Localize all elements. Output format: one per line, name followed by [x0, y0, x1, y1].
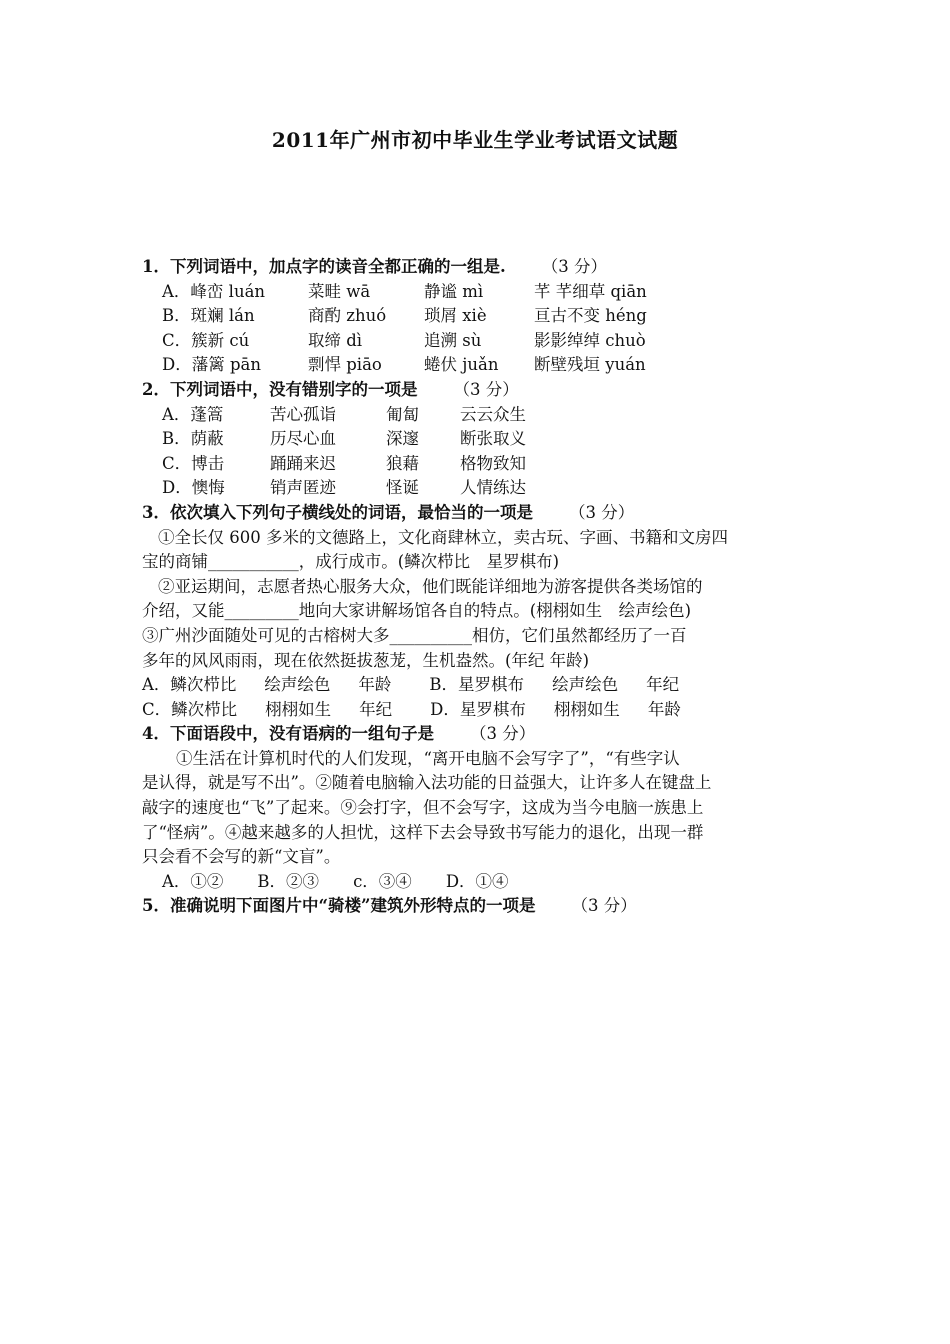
option-cell: 剽悍 piāo	[308, 355, 382, 375]
option-cell: 历尽心血	[270, 429, 336, 449]
option-cell: 苦心孤诣	[270, 404, 336, 424]
question-2-option-c	[142, 452, 817, 477]
question-4-text-line: 是认得，就是写不出”。②随着电脑输入法功能的日益强大，让许多人在键盘上	[142, 773, 712, 793]
page-title: 2011年广州市初中毕业生学业考试语文试题	[271, 128, 679, 152]
option-cell: A．峰峦 luán	[162, 281, 266, 301]
option-cell: 蜷伏 juǎn	[424, 355, 499, 375]
question-3-text-line: ②亚运期间，志愿者热心服务大众，他们既能详细地为游客提供各类场馆的	[158, 576, 703, 596]
option-cell: 年纪	[359, 699, 393, 719]
option-cell: A．鳞次栉比	[142, 675, 237, 695]
question-2-option-d	[142, 476, 817, 501]
question-stem-text: 1．下列词语中，加点字的读音全都正确的一组是	[142, 257, 500, 276]
option-cell: 影影绰绰 chuò	[534, 330, 646, 350]
option-cell: B．星罗棋布	[429, 675, 525, 695]
option-cell: D．藩篱 pān	[162, 355, 261, 375]
option-cell: 断张取义	[460, 429, 526, 449]
question-3-text-line: 宝的商铺___________，成行成市。(鳞次栉比 星罗棋布)	[142, 552, 560, 572]
option-cell: 年纪	[646, 675, 680, 695]
question-4-stem	[142, 722, 817, 747]
option-cell: 断壁残垣 yuán	[534, 355, 646, 375]
option-cell: 取缔 dì	[308, 330, 363, 350]
question-list	[142, 255, 817, 919]
question-stem-text: 2．下列词语中，没有错别字的一项是	[142, 379, 418, 399]
option-cell: 格物致知	[460, 453, 526, 473]
option-cell: D．①④	[445, 871, 509, 891]
question-3-text-line: ①全长仅 600 多米的文德路上，文化商肆林立，卖古玩、字画、书籍和文房四	[158, 527, 728, 547]
option-cell: C．博击	[162, 453, 225, 473]
question-score: （3 分）	[541, 257, 607, 276]
question-4-text-line: 敲字的速度也“飞”了起来。⑨会打字，但不会写字，这成为当今电脑一族患上	[142, 798, 704, 818]
question-stem-text: 4．下面语段中，没有语病的一组句子是	[142, 724, 434, 744]
option-cell: 栩栩如生	[553, 699, 620, 719]
question-2-option-b	[142, 427, 817, 452]
option-cell: C．鳞次栉比	[142, 699, 238, 719]
question-3-text-line: 介绍，又能_________地向大家讲解场馆各自的特点。(栩栩如生 绘声绘色)	[142, 601, 692, 621]
option-cell: 年龄	[358, 675, 392, 695]
option-cell: 怪诞	[386, 478, 419, 498]
option-cell: D．星罗棋布	[430, 699, 526, 719]
question-4-text-line: ①生活在计算机时代的人们发现，“离开电脑不会写字了”，“有些字认	[176, 748, 680, 768]
option-cell: B．荫蔽	[162, 429, 224, 449]
question-2-stem	[142, 378, 817, 403]
option-cell: 人情练达	[460, 478, 526, 498]
option-cell: 芊 芊细草 qiān	[534, 281, 647, 301]
option-cell: 云云众生	[460, 404, 526, 424]
option-cell: 菜畦 wā	[308, 281, 371, 301]
question-1-stem	[142, 255, 817, 280]
question-stem-text: 3．依次填入下列句子横线处的词语，最恰当的一项是	[142, 502, 533, 522]
question-3-stem	[142, 501, 817, 526]
question-1-option-a	[142, 280, 817, 305]
option-cell: 狼藉	[386, 453, 419, 473]
option-cell: 静谧 mì	[424, 281, 484, 301]
option-cell: c．③④	[353, 871, 412, 891]
option-cell: 深邃	[386, 429, 419, 449]
question-score: （3 分）	[453, 379, 519, 399]
option-cell: B．②③	[257, 871, 320, 891]
emphasis-dot: .	[499, 257, 506, 276]
option-cell: D．懊悔	[162, 478, 225, 498]
question-3-options-ab	[142, 673, 817, 698]
question-5-stem	[142, 894, 817, 919]
option-cell: 绘声绘色	[552, 675, 619, 695]
question-2-option-a	[142, 403, 817, 428]
option-cell: A．蓬篙	[162, 404, 224, 424]
option-cell: 匍匐	[386, 404, 419, 424]
option-cell: 踊踊来迟	[270, 453, 336, 473]
question-score: （3 分）	[469, 724, 536, 744]
option-cell: 年龄	[647, 699, 681, 719]
option-cell: C．簇新 cú	[162, 330, 250, 350]
option-cell: 商酌 zhuó	[308, 306, 387, 326]
option-cell: 亘古不变 héng	[534, 306, 647, 326]
question-1-option-d	[142, 353, 817, 378]
option-cell: 追溯 sù	[424, 330, 482, 350]
question-3-text-line: 多年的风风雨雨，现在依然挺拔葱茏，生机盎然。(年纪 年龄)	[142, 650, 590, 670]
question-3-options-cd	[142, 698, 817, 723]
option-cell: A．①②	[162, 871, 224, 891]
question-4-options	[142, 870, 817, 895]
question-4-text-line: 了“怪病”。④越来越多的人担忧，这样下去会导致书写能力的退化，出现一群	[142, 822, 704, 842]
question-3-text-line: ③广州沙面随处可见的古榕树大多__________相仿，它们虽然都经历了一百	[142, 625, 687, 645]
question-score: （3 分）	[568, 502, 635, 522]
question-1-option-b	[142, 304, 817, 329]
question-stem-text: 5．准确说明下面图片中“骑楼”建筑外形特点的一项是	[142, 896, 536, 916]
option-cell: 绘声绘色	[264, 675, 331, 695]
question-4-text-line: 只会看不会写的新“文盲”。	[142, 847, 341, 867]
option-cell: 销声匿迹	[270, 478, 336, 498]
question-1-option-c	[142, 329, 817, 354]
option-cell: B．斑斓 lán	[162, 306, 255, 326]
option-cell: 栩栩如生	[265, 699, 332, 719]
option-cell: 琐屑 xiè	[424, 306, 487, 326]
question-score: （3 分）	[571, 896, 637, 916]
